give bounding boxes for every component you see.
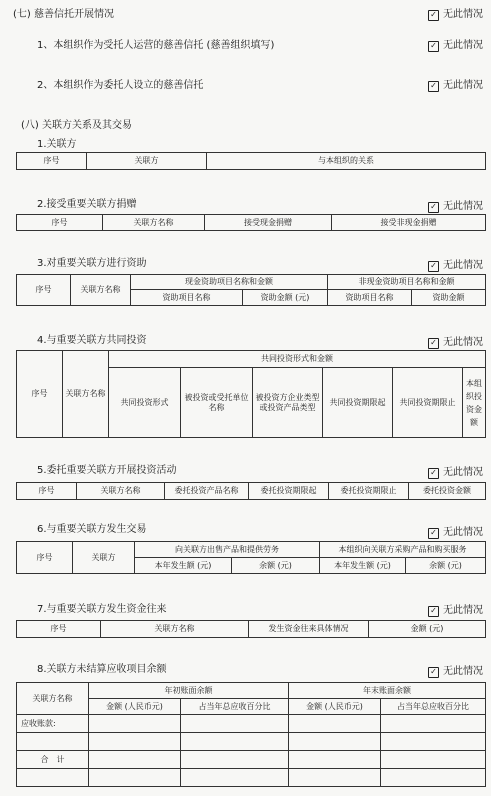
column-subheader: 共同投资期限起 [323, 368, 393, 438]
no-such-case-label: 无此情况 [443, 201, 483, 212]
receivables-table [16, 682, 486, 787]
column-header: 关联方名称 [17, 683, 89, 715]
no-such-case-option[interactable] [428, 666, 483, 678]
no-such-case-option[interactable] [428, 337, 483, 349]
column-header: 关联方 [87, 153, 207, 170]
column-header: 本组织向关联方采购产品和购买服务 [320, 542, 486, 558]
subsection-6-title: 6.与重要关联方发生交易 [37, 524, 147, 535]
table-cell[interactable] [289, 715, 381, 733]
column-header: 序号 [17, 153, 87, 170]
column-subheader: 占当年总应收百分比 [181, 699, 289, 715]
table-cell[interactable] [381, 733, 486, 751]
checkbox-checked-icon[interactable]: ✓ [428, 606, 439, 617]
table-cell[interactable] [89, 751, 181, 769]
subsection-4-title: 4.与重要关联方共同投资 [37, 335, 147, 346]
column-header: 接受现金捐赠 [205, 215, 332, 231]
section-7-title: (七) 慈善信托开展情况 [13, 9, 114, 20]
checkbox-checked-icon[interactable]: ✓ [428, 528, 439, 539]
column-header: 向关联方出售产品和提供劳务 [135, 542, 320, 558]
table-cell[interactable] [89, 733, 181, 751]
column-subheader: 共同投资期限止 [393, 368, 463, 438]
column-subheader: 被投资或受托单位名称 [181, 368, 253, 438]
table-cell[interactable] [181, 715, 289, 733]
column-subheader: 被投资方企业类型或投资产品类型 [253, 368, 323, 438]
table-cell[interactable] [181, 769, 289, 787]
funding-table [16, 274, 486, 306]
column-header: 序号 [17, 215, 103, 231]
column-header: 发生资金往来具体情况 [249, 621, 369, 638]
no-such-case-option[interactable] [428, 260, 483, 272]
transactions-table [16, 541, 486, 574]
row-label [17, 769, 89, 787]
no-such-case-label: 无此情况 [443, 605, 483, 616]
subsection-1-title: 1.关联方 [37, 139, 77, 150]
row-label: 合 计 [17, 751, 89, 769]
related-parties-table [16, 152, 486, 170]
column-header: 委托投资期限止 [329, 483, 409, 500]
no-such-case-option[interactable] [428, 80, 483, 92]
column-header: 关联方名称 [77, 483, 165, 500]
checkbox-checked-icon[interactable]: ✓ [428, 41, 439, 52]
column-header: 与本组织的关系 [207, 153, 486, 170]
joint-investment-table [16, 350, 486, 438]
column-header: 共同投资形式和金额 [109, 351, 486, 368]
checkbox-checked-icon[interactable]: ✓ [428, 10, 439, 21]
no-such-case-label: 无此情况 [443, 467, 483, 478]
column-header: 委托投资期限起 [249, 483, 329, 500]
no-such-case-option[interactable] [428, 467, 483, 479]
checkbox-checked-icon[interactable]: ✓ [428, 667, 439, 678]
column-header: 关联方名称 [71, 275, 131, 306]
no-such-case-label: 无此情况 [443, 666, 483, 677]
subsection-2-title: 2.接受重要关联方捐赠 [37, 199, 137, 210]
table-cell[interactable] [289, 733, 381, 751]
no-such-case-option[interactable] [428, 527, 483, 539]
table-cell[interactable] [289, 769, 381, 787]
column-header: 金额 (元) [369, 621, 486, 638]
fund-transfers-table [16, 620, 486, 638]
subsection-3-title: 3.对重要关联方进行资助 [37, 258, 147, 269]
subsection-7-title: 7.与重要关联方发生资金往来 [37, 604, 167, 615]
subsection-5-title: 5.委托重要关联方开展投资活动 [37, 465, 177, 476]
table-cell[interactable] [381, 715, 486, 733]
checkbox-checked-icon[interactable]: ✓ [428, 338, 439, 349]
column-subheader: 占当年总应收百分比 [381, 699, 486, 715]
no-such-case-label: 无此情况 [443, 527, 483, 538]
column-subheader: 余额 (元) [232, 558, 320, 574]
no-such-case-option[interactable] [428, 201, 483, 213]
row-label [17, 733, 89, 751]
checkbox-checked-icon[interactable]: ✓ [428, 81, 439, 92]
column-header: 委托投资产品名称 [165, 483, 249, 500]
subsection-8-title: 8.关联方未结算应收项目余额 [37, 664, 167, 675]
column-header: 关联方名称 [63, 351, 109, 438]
no-such-case-label: 无此情况 [443, 80, 483, 91]
table-cell[interactable] [89, 769, 181, 787]
checkbox-checked-icon[interactable]: ✓ [428, 202, 439, 213]
no-such-case-label: 无此情况 [443, 337, 483, 348]
column-header: 关联方名称 [103, 215, 205, 231]
column-header: 序号 [17, 351, 63, 438]
table-cell[interactable] [89, 715, 181, 733]
column-subheader: 余额 (元) [406, 558, 486, 574]
column-header: 非现金资助项目名称和金额 [328, 275, 486, 290]
row-label: 应收账款: [17, 715, 89, 733]
checkbox-checked-icon[interactable]: ✓ [428, 261, 439, 272]
column-subheader: 本年发生额 (元) [320, 558, 406, 574]
table-cell[interactable] [289, 751, 381, 769]
no-such-case-label: 无此情况 [443, 40, 483, 51]
column-subheader: 共同投资形式 [109, 368, 181, 438]
column-header: 序号 [17, 542, 73, 574]
column-subheader: 本组织投资金额 [463, 368, 486, 438]
table-cell[interactable] [181, 751, 289, 769]
no-such-case-option[interactable] [428, 40, 483, 52]
section-7-item-2: 2、本组织作为委托人设立的慈善信托 [37, 80, 204, 91]
table-cell[interactable] [181, 733, 289, 751]
column-header: 序号 [17, 483, 77, 500]
column-subheader: 资助项目名称 [131, 290, 243, 306]
column-subheader: 资助项目名称 [328, 290, 412, 306]
column-header: 关联方名称 [101, 621, 249, 638]
no-such-case-label: 无此情况 [443, 9, 483, 20]
column-subheader: 资助金额 (元) [243, 290, 328, 306]
no-such-case-option[interactable] [428, 9, 483, 21]
entrusted-investment-table [16, 482, 486, 500]
table-cell[interactable] [381, 769, 486, 787]
column-subheader: 资助金额 [412, 290, 486, 306]
no-such-case-option[interactable] [428, 605, 483, 617]
table-cell[interactable] [381, 751, 486, 769]
column-header: 序号 [17, 621, 101, 638]
section-7-item-1: 1、本组织作为受托人运营的慈善信托 (慈善组织填写) [37, 40, 275, 51]
column-header: 序号 [17, 275, 71, 306]
donations-table [16, 214, 486, 231]
column-subheader: 本年发生额 (元) [135, 558, 232, 574]
column-subheader: 金额 (人民币元) [89, 699, 181, 715]
section-8-title: (八) 关联方关系及其交易 [21, 120, 132, 131]
column-header: 委托投资金额 [409, 483, 486, 500]
no-such-case-label: 无此情况 [443, 260, 483, 271]
column-header: 关联方 [73, 542, 135, 574]
column-subheader: 金额 (人民币元) [289, 699, 381, 715]
column-header: 接受非现金捐赠 [332, 215, 486, 231]
column-header: 年初账面余额 [89, 683, 289, 699]
column-header: 年末账面余额 [289, 683, 486, 699]
checkbox-checked-icon[interactable]: ✓ [428, 468, 439, 479]
column-header: 现金资助项目名称和金额 [131, 275, 328, 290]
